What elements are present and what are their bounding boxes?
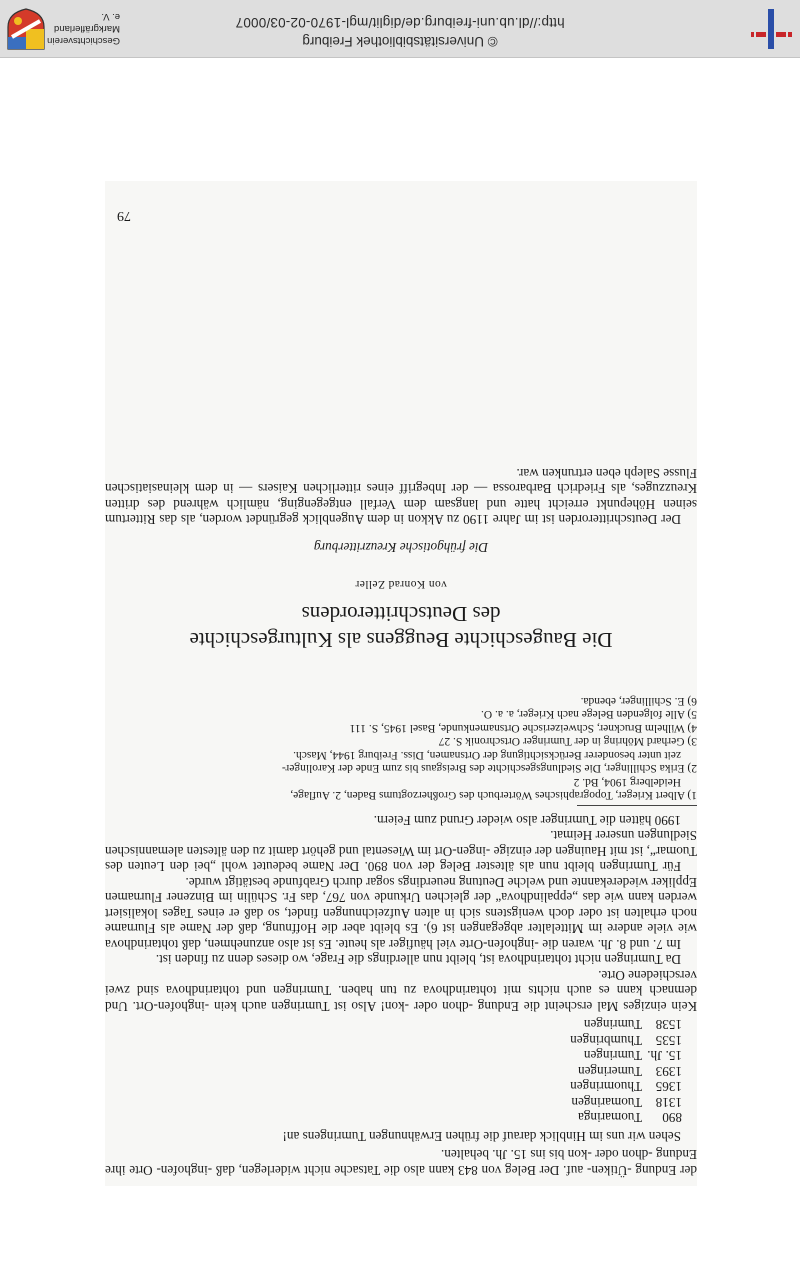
- footnote: 4) Wilhelm Bruckner, Schweizerische Ortsnamenkunde, Basel 1945, S. 111: [349, 722, 697, 734]
- footnote: 3) Gerhard Möhring in der Tumringer Ortschronik S. 27: [438, 735, 697, 748]
- footnote: 1) Albert Krieger, Topographisches Wörterbuch des Großherzogtums Baden, 2. Auflage,: [290, 789, 697, 802]
- list-item: [105, 1033, 682, 1049]
- footer-banner: [0, 0, 800, 58]
- list-item: [105, 1110, 682, 1126]
- body-paragraph: 1990 hätten die Tumringer also wieder Grund zum Feiern.: [373, 813, 681, 828]
- banner-text: [60, 12, 740, 50]
- list-item: [105, 1048, 682, 1064]
- mention-year: 1538: [655, 1017, 682, 1033]
- mention-name: Tuomaringa: [578, 1110, 642, 1126]
- permalink[interactable]: http://dl.ub.uni-freiburg.de/diglit/mgl-1970-02-03/0007: [235, 15, 565, 30]
- footnote: zeit unter besonderer Berücksichtigung der Ortsnamen, Diss. Freiburg 1944, Masch.: [293, 749, 681, 761]
- article-title: [105, 602, 697, 654]
- list-item: [105, 1095, 682, 1111]
- mention-year: 1393: [655, 1064, 682, 1079]
- mention-year: 1365: [655, 1079, 682, 1095]
- society-name-line: Markgräflerland e. V.: [54, 11, 120, 34]
- page-number: 79: [117, 208, 131, 223]
- copyright-notice: © Universitätsbibliothek Freiburg: [302, 34, 498, 49]
- article-paragraph: Der Deutschritterorden ist im Jahre 1190 zu Akkon in dem Augenblick gegründet worden, als das Rittertum seinen Höhepunkt erreicht hatte und langsam dem Verfall entgegenging, nämlich während des dritten Kreuzzuges, als Friedrich Barbarossa — der Inbegriff eines ritterlichen Kaisers — in dem kleinasiatischen Flusse Saleph eben ertrunken war.: [105, 466, 697, 528]
- body-paragraph: Für Tumringen bleibt nun als ältester Beleg der von 890. Der Name bedeutet wohl „bei den Leuten des Tuomar“, ist mit Hauingen der einzige -ingen-Ort im Wiesental und gehört damit zu den ältesten alemannischen Siedlungen unserer Heimat.: [105, 828, 697, 875]
- footnote-divider: [577, 806, 697, 807]
- article-byline: von Konrad Zeller: [355, 578, 447, 591]
- footnote: 5) Alle folgenden Belege nach Krieger, a. a. O.: [480, 708, 697, 721]
- article-title-line: Die Baugeschichte Beuggens als Kulturgeschichte: [189, 628, 613, 653]
- continuation-paragraph: der Endung -Ütiken- auf. Der Beleg von 843 kann also die Tatsache nicht widerlegen, daß -inghofen- Orte ihre Endung -dhon oder -kon bis ins 15. Jh. behalten.: [105, 1147, 697, 1178]
- list-item: [105, 1064, 682, 1080]
- society-name: [47, 10, 120, 46]
- mention-name: Thuomringen: [570, 1079, 642, 1095]
- footnote: 2) Erika Schillinger, Die Siedlungsgeschichte des Breisgaus bis zum Ende der Karolinger-: [281, 762, 697, 775]
- mention-name: Tumeringen: [578, 1064, 642, 1079]
- list-item: [105, 1079, 682, 1095]
- page-text-block: [105, 466, 697, 1179]
- society-name-line: Geschichtsverein: [47, 35, 120, 46]
- mentions-list: [105, 1017, 682, 1126]
- mention-year: 890: [662, 1110, 682, 1126]
- intro-paragraph: Sehen wir uns im Hinblick darauf die frühen Erwähnungen Tumringens an!: [282, 1129, 681, 1144]
- body-paragraph: Im 7. und 8. Jh. waren die -inghofen-Orte viel häufiger als heute. Es ist also anzunehmen, daß tohtarindhova wie viele andere im Mittelalter abgegangen ist 6). Es bleibt aber die Hoffnung, daß der Name als Flurname noch erhalten ist oder doch wenigstens sich in alten Aufzeichnungen findet, so daß er eines Tages lokalisiert werden kann wie das „eppalindhova“ der gleichen Urkunde von 767, das Fr. Schülin im Binzener Flurnamen Eppliker wiederekannte und welche Deutung neuerdings sogar durch Grabfunde bestätigt wurde.: [105, 875, 697, 952]
- body-paragraph: Da Tumringen nicht tohtarindhova ist, bleibt nun allerdings die Frage, wo dieses denn zu finden ist.: [155, 952, 681, 968]
- mention-name: Tumringen: [583, 1017, 642, 1033]
- mention-year: 15. Jh.: [647, 1048, 682, 1064]
- article-title-line: des Deutschritterordens: [301, 602, 501, 627]
- university-library-logo[interactable]: [750, 7, 794, 51]
- mention-year: 1318: [655, 1095, 682, 1110]
- shield-icon: [6, 7, 46, 51]
- mention-name: Tumringen: [583, 1048, 642, 1064]
- mention-name: Tuomaringen: [571, 1095, 642, 1110]
- scanned-page: [105, 181, 697, 1186]
- footnote: Heidelberg 1904, Bd. 2: [573, 776, 681, 788]
- mention-year: 1535: [655, 1033, 682, 1048]
- mention-name: Thumbringen: [570, 1033, 642, 1048]
- article-subtitle: Die frühgotische Kreuzritterburg: [313, 540, 489, 556]
- footnote: 6) E. Schillinger, ebenda.: [580, 695, 697, 707]
- list-item: [105, 1017, 682, 1033]
- society-logo[interactable]: [6, 7, 118, 51]
- body-paragraph: Kein einziges Mal erscheint die Endung -dhon oder -kon! Also ist Tumringen auch kein -inghofen-Ort. Und demnach kann es auch nichts mit tohtarindhova zu tun haben. Tumringen und tohtarindhova sind zwei verschiedene Orte.: [105, 968, 697, 1014]
